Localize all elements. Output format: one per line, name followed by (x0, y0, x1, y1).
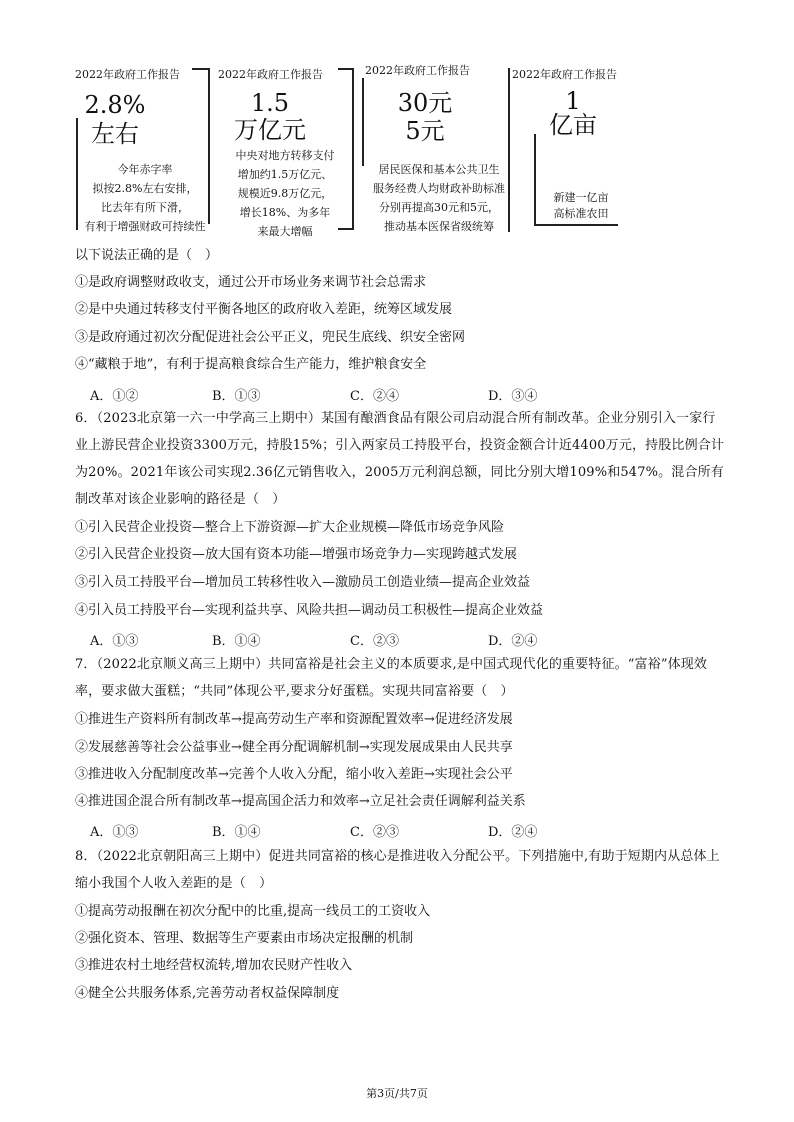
q7-option-b[interactable]: B．①④ (212, 825, 261, 840)
panel-figure-unit: 5元 (405, 117, 445, 145)
q5-item-4: ④“藏粮于地”，有利于提高粮食综合生产能力，维护粮食安全 (75, 357, 427, 372)
q5-option-b[interactable]: B．①③ (212, 389, 261, 404)
panel-text: 今年赤字率 拟按2.8%左右安排， 比去年有所下滑， 有利于增强财政可持续性 (84, 163, 206, 233)
q7-item-3: ③推进收入分配制度改革→完善个人收入分配，缩小收入差距→实现社会公平 (75, 767, 513, 782)
q5-item-2: ②是中央通过转移支付平衡各地区的政府收入差距，统筹区域发展 (75, 302, 453, 317)
panel-figure: 2.8% (84, 91, 146, 119)
q5-stem: 以下说法正确的是（ ） (75, 248, 219, 263)
q8-item-4: ④健全公共服务体系,完善劳动者权益保障制度 (75, 986, 340, 1001)
page-number: 第3页/共7页 (366, 1087, 428, 1100)
panel-text: 新建一亿亩 高标准农田 (553, 191, 609, 220)
panel-title: 2022年政府工作报告 (512, 68, 617, 81)
panel-title: 2022年政府工作报告 (365, 64, 470, 77)
q8-item-1: ①提高劳动报酬在初次分配中的比重,提高一线员工的工资收入 (75, 904, 431, 919)
q7-option-a[interactable]: A．①③ (90, 825, 139, 840)
panel-figure: 30元 (397, 89, 453, 117)
q5-item-1: ①是政府调整财政收支，通过公开市场业务来调节社会总需求 (75, 275, 427, 290)
panel-figure: 1.5 (250, 89, 290, 117)
panel-divider (508, 68, 510, 232)
q6-item-1: ①引入民营企业投资—整合上下游资源—扩大企业规模—降低市场竞争风险 (75, 520, 505, 535)
q5-option-c[interactable]: C．②④ (350, 389, 399, 404)
panel-figure-unit: 万亿元 (234, 116, 306, 144)
q7-item-2: ②发展慈善等社会公益事业→健全再分配调解机制→实现发展成果由人民共享 (75, 740, 513, 755)
q6-stem: 6．（2023北京第一六一中学高三上期中）某国有酿酒食品有限公司启动混合所有制改革。企业分别引入一家行业上游民营企业投资3300万元，持股15%；引入两家员工持股平台，投资金额合计近4400万元，持股比例合计为20%。2021年该公司实现2.36亿元销售收入，2005万元利润总额，同比分别大增109%和547%。混合所有制改革对该企业影响的路径是（ ） (75, 411, 725, 507)
panel-title: 2022年政府工作报告 (218, 68, 323, 81)
q6-item-3: ③引入员工持股平台—增加员工转移性收入—激励员工创造业绩—提高企业效益 (75, 575, 531, 590)
panel-figure: 1 (565, 87, 581, 115)
q5-option-a[interactable]: A．①② (90, 389, 139, 404)
panel-bracket (76, 118, 78, 230)
q6-option-c[interactable]: C．②③ (350, 634, 399, 649)
panel-figure-unit: 左右 (91, 120, 139, 148)
panel-text: 居民医保和基本公共卫生 服务经费人均财政补助标准 分别再提高30元和5元， 推动基本医保省级统筹 (373, 163, 505, 233)
q7-item-1: ①推进生产资料所有制改革→提高劳动生产率和资源配置效率→促进经济发展 (75, 712, 513, 727)
panel-bracket (534, 134, 536, 226)
q7-stem: 7．（2022北京顺义高三上期中）共同富裕是社会主义的本质要求,是中国式现代化的重要特征。“富裕”体现效率，要求做大蛋糕；“共同”体现公平,要求分好蛋糕。实现共同富裕要（ ） (75, 657, 708, 699)
q8-stem: 8．（2022北京朝阳高三上期中）促进共同富裕的核心是推进收入分配公平。下列措施中,有助于短期内从总体上缩小我国个人收入差距的是（ ） (75, 849, 720, 891)
panel-divider (352, 68, 354, 230)
q5-option-d[interactable]: D．③④ (488, 389, 538, 404)
panel-bracket (362, 78, 364, 166)
panel-text: 中央对地方转移支付 增加约1.5万亿元、 规模近9.8万亿元， 增长18%、为多年 来最大增幅 (235, 149, 335, 238)
q7-item-4: ④推进国企混合所有制改革→提高国企活力和效率→立足社会责任调解利益关系 (75, 794, 526, 809)
q6-option-d[interactable]: D．②④ (488, 634, 538, 649)
panel-divider (208, 68, 210, 224)
q7-option-d[interactable]: D．②④ (488, 825, 538, 840)
q6-option-b[interactable]: B．①④ (212, 634, 261, 649)
q7-option-c[interactable]: C．②③ (350, 825, 399, 840)
q5-item-3: ③是政府通过初次分配促进社会公平正义，兜民生底线、织安全密网 (75, 330, 466, 345)
q6-item-2: ②引入民营企业投资—放大国有资本功能—增强市场竞争力—实现跨越式发展 (75, 547, 518, 562)
q6-item-4: ④引入员工持股平台—实现利益共享、风险共担—调动员工积极性—提高企业效益 (75, 603, 544, 618)
q6-option-a[interactable]: A．①③ (90, 634, 139, 649)
q8-item-2: ②强化资本、管理、数据等生产要素由市场决定报酬的机制 (75, 931, 414, 946)
q8-item-3: ③推进农村土地经营权流转,增加农民财产性收入 (75, 958, 353, 973)
panel-title: 2022年政府工作报告 (75, 68, 180, 81)
panel-figure-unit: 亿亩 (549, 111, 597, 139)
